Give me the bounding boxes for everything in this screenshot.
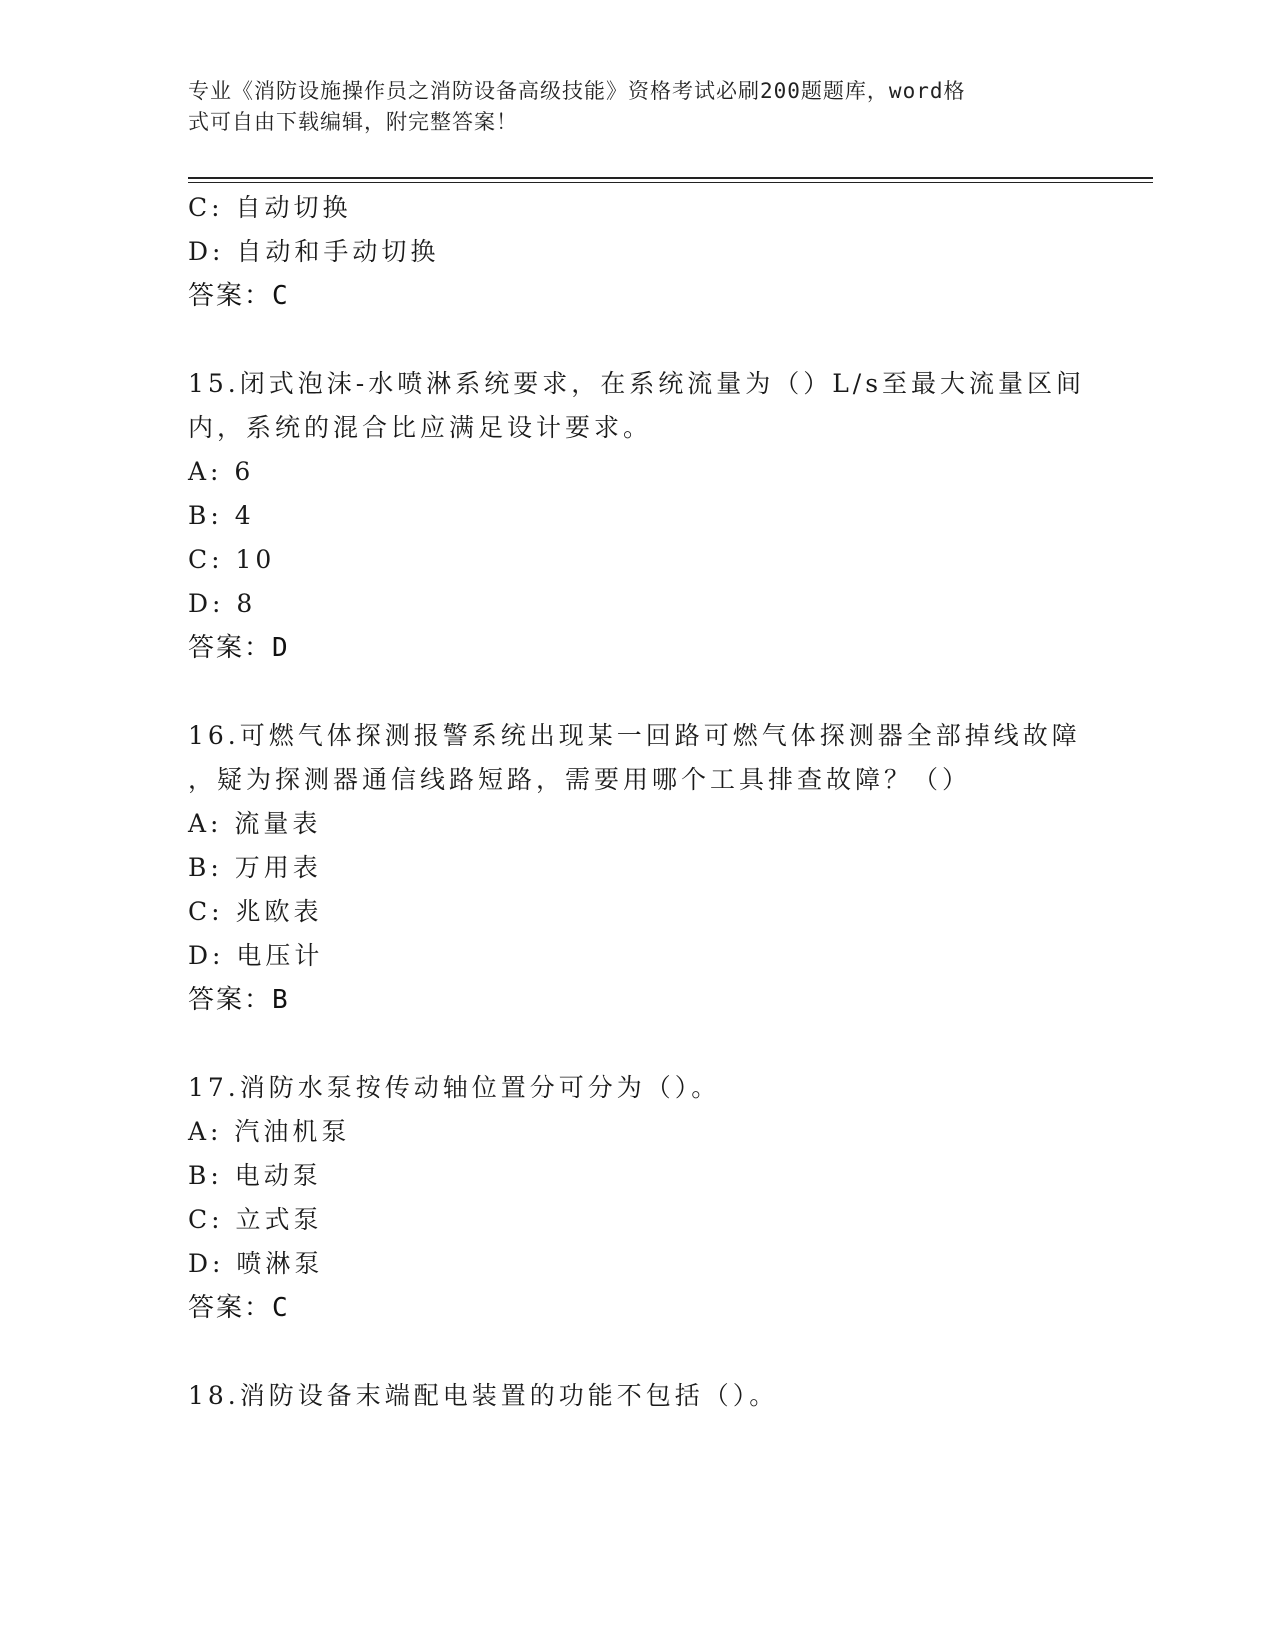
q17-option-b: B: 电动泵	[188, 1161, 322, 1190]
q16-stem-line-2: ，疑为探测器通信线路短路，需要用哪个工具排查故障？（）	[188, 765, 972, 794]
q16-option-a: A: 流量表	[188, 809, 322, 838]
q17-stem-line-1: 17.消防水泵按传动轴位置分可分为（）。	[188, 1073, 721, 1102]
q15-stem-line-1: 15.闭式泡沫-水喷淋系统要求，在系统流量为（）L/s至最大流量区间	[188, 369, 1086, 398]
header-divider-thin	[188, 182, 1153, 183]
header-line-2: 式可自由下载编辑，附完整答案！	[188, 110, 518, 134]
q14-option-c: C: 自动切换	[188, 193, 352, 222]
q17-answer: 答案：C	[188, 1293, 290, 1323]
header-divider-thick	[188, 177, 1153, 179]
q18-stem-line-1: 18.消防设备末端配电装置的功能不包括（）。	[188, 1381, 779, 1410]
q16-option-c: C: 兆欧表	[188, 897, 323, 926]
q15-option-c: C: 10	[188, 545, 276, 574]
q17-option-d: D: 喷淋泵	[188, 1249, 324, 1278]
q16-answer: 答案：B	[188, 985, 290, 1015]
q14-answer: 答案：C	[188, 281, 290, 311]
q16-option-d: D: 电压计	[188, 941, 324, 970]
q15-stem-line-2: 内，系统的混合比应满足设计要求。	[188, 413, 653, 442]
q16-option-b: B: 万用表	[188, 853, 322, 882]
q14-option-d: D: 自动和手动切换	[188, 237, 440, 266]
header-line-1: 专业《消防设施操作员之消防设备高级技能》资格考试必刷200题题库，word格	[188, 79, 966, 103]
q15-option-a: A: 6	[188, 457, 255, 486]
q15-answer: 答案：D	[188, 633, 290, 663]
q15-option-b: B: 4	[188, 501, 255, 530]
q17-option-c: C: 立式泵	[188, 1205, 323, 1234]
q17-option-a: A: 汽油机泵	[188, 1117, 351, 1146]
q16-stem-line-1: 16.可燃气体探测报警系统出现某一回路可燃气体探测器全部掉线故障	[188, 721, 1081, 750]
document-header	[188, 76, 1088, 138]
q15-option-d: D: 8	[188, 589, 257, 618]
